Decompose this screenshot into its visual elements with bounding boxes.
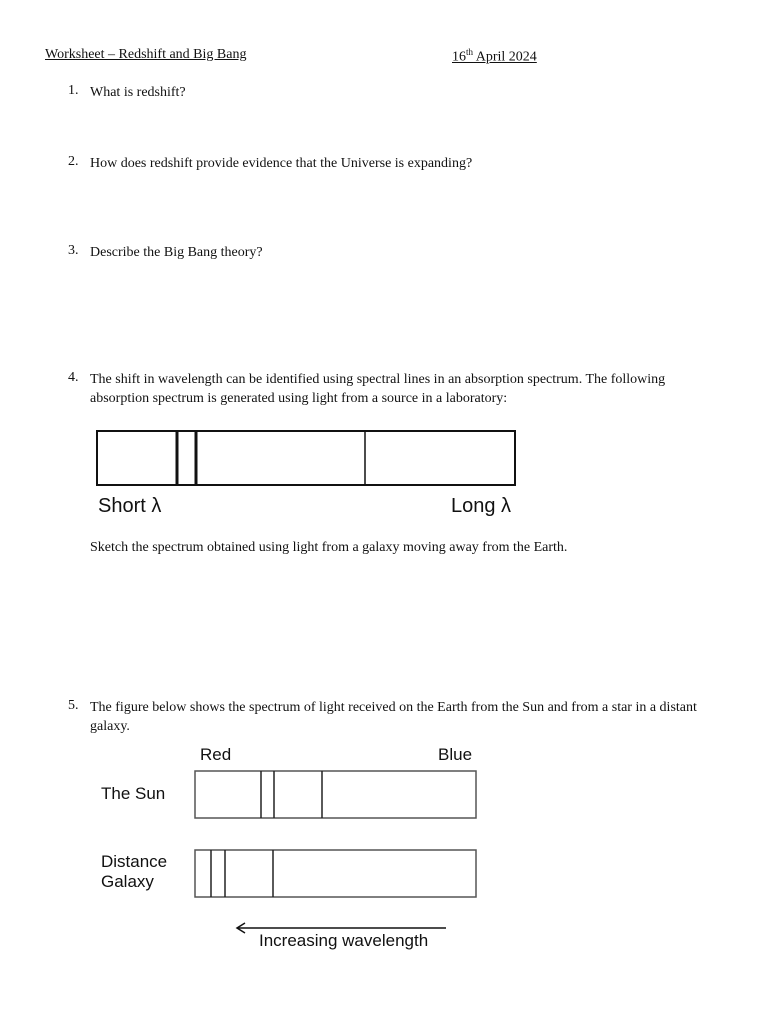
question-number: 3. [68,243,79,258]
red-label: Red [200,745,232,764]
long-wavelength-label: Long λ [451,495,512,517]
question-number: 4. [68,370,79,385]
question-text: Describe the Big Bang theory? [90,245,263,260]
galaxy-spectrum [194,849,478,899]
sun-label: The Sun [101,784,166,803]
question-number: 2. [68,154,79,169]
question-text: What is redshift? [90,85,186,100]
question-number: 5. [68,698,79,713]
question-4-followup: Sketch the spectrum obtained using light from a galaxy moving away from the Earth. [90,540,568,555]
worksheet-title: Worksheet – Redshift and Big Bang [45,47,247,62]
lab-absorption-spectrum [96,430,516,487]
short-wavelength-label: Short λ [98,495,162,517]
spectrum-box [195,771,476,818]
question-text: The figure below shows the spectrum of light received on the Earth from the Sun and from a star in a distant galaxy. [90,700,697,734]
sun-spectrum [194,770,478,820]
worksheet-date: 16th April 2024 [452,47,537,65]
spectrum-box [195,850,476,897]
blue-label: Blue [438,745,473,764]
question-number: 1. [68,83,79,98]
galaxy-label: Distance Galaxy [101,852,168,891]
increasing-wavelength-label: Increasing wavelength [259,931,429,950]
question-text: How does redshift provide evidence that the Universe is expanding? [90,156,473,171]
spectrum-box [97,431,515,485]
question-text: The shift in wavelength can be identified using spectral lines in an absorption spectrum. The following absorption spectrum is generated using light from a source in a laboratory: [90,372,666,406]
